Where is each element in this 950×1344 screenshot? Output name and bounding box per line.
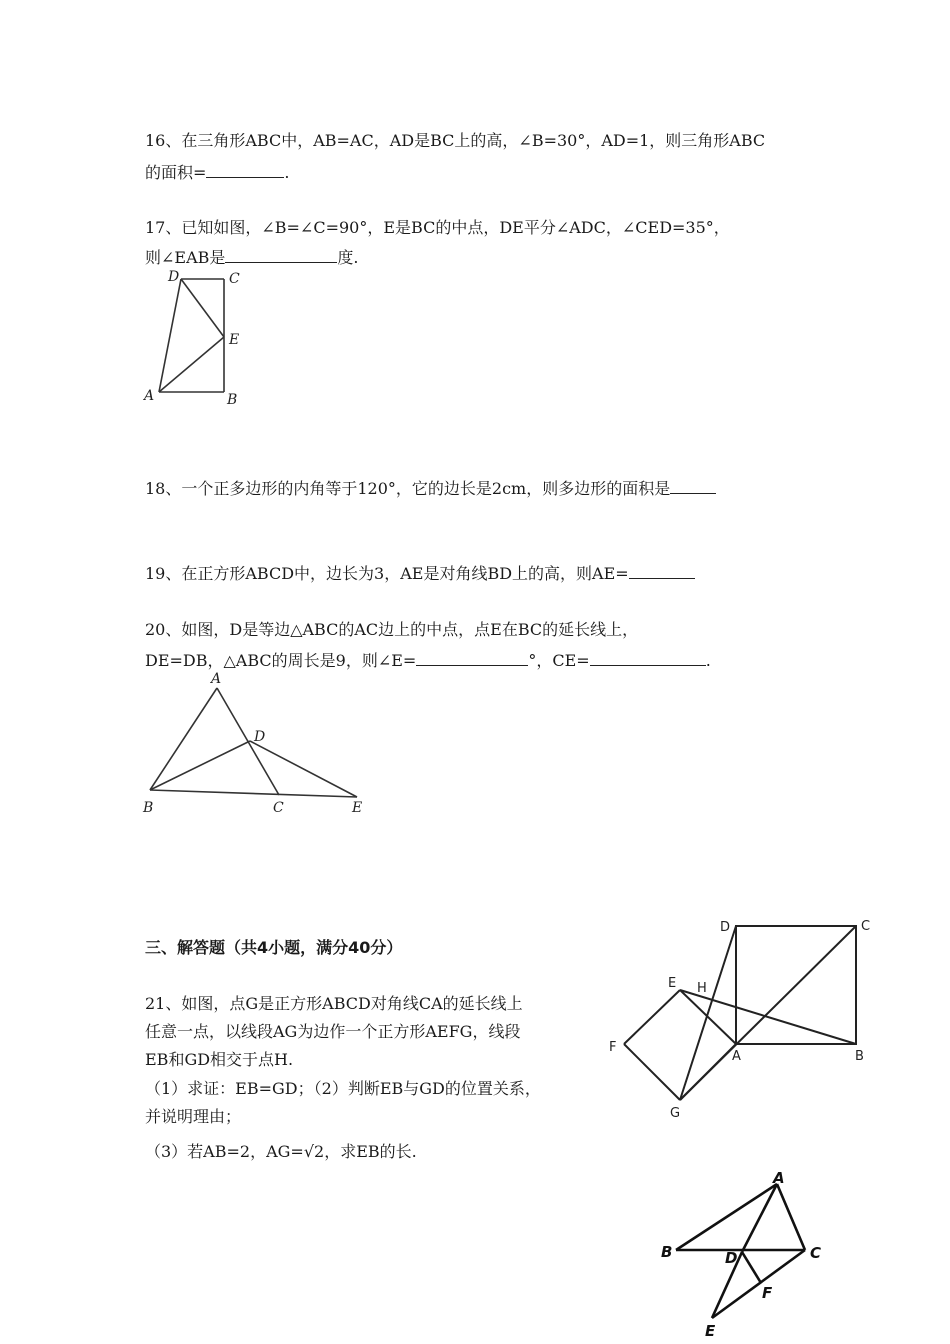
q21-line5: 并说明理由； <box>145 1107 242 1126</box>
q16-end: . <box>284 163 290 182</box>
fig21-segment-GD <box>680 926 736 1100</box>
figlast-label-A: A <box>773 1169 785 1187</box>
q18-text: 18、一个正多边形的内角等于120°，它的边长是2cm，则多边形的面积是 <box>145 479 671 498</box>
fig17-segment-AD <box>159 279 181 392</box>
fig20-label-B: B <box>143 800 154 816</box>
q20-end: . <box>705 651 711 670</box>
figlast-segment-AC <box>777 1184 805 1250</box>
figlast-label-B: B <box>661 1243 673 1261</box>
fig17-label-D: D <box>168 269 180 285</box>
fig20-label-C: C <box>273 800 284 816</box>
fig21-segment-FG <box>624 1044 680 1100</box>
fig17-label-A: A <box>144 388 155 404</box>
fig-last <box>676 1184 805 1318</box>
fig17-segment-DE <box>181 279 224 337</box>
fig21-label-E: E <box>668 976 677 991</box>
fig17-label-C: C <box>229 271 240 287</box>
fig20-segment-BD <box>150 741 250 790</box>
q21-line6a: （3）若AB=2，AG= <box>145 1142 304 1161</box>
q21-line6b: ，求EB的长. <box>324 1142 417 1161</box>
q21-line4: （1）求证：EB=GD；（2）判断EB与GD的位置关系， <box>145 1079 541 1098</box>
q17-line2-text: 则∠EAB是 <box>145 248 226 267</box>
fig21-segment-GC <box>680 926 856 1100</box>
figlast-segment-BA <box>676 1184 777 1250</box>
q19-text: 19、在正方形ABCD中，边长为3，AE是对角线BD上的高，则AE= <box>145 564 629 583</box>
figlast-label-F: F <box>762 1284 773 1302</box>
fig21-label-C: C <box>861 919 871 934</box>
figlast-label-E: E <box>705 1322 716 1340</box>
sqrt2: √2 <box>303 1142 325 1161</box>
fig-q17 <box>159 279 224 392</box>
fig17-label-E: E <box>229 332 240 348</box>
section-heading: 三、解答题（共4小题，满分40分） <box>145 938 403 957</box>
q20-line1: 20、如图，D是等边△ABC的AC边上的中点，点E在BC的延长线上， <box>145 620 639 639</box>
fig20-segment-BE <box>150 790 357 797</box>
figlast-label-C: C <box>810 1244 822 1262</box>
q21-line1: 21、如图，点G是正方形ABCD对角线CA的延长线上 <box>145 994 523 1013</box>
fig-q21 <box>624 926 856 1100</box>
figlast-segment-DF <box>742 1252 761 1283</box>
q20-line2b: °，CE= <box>528 651 590 670</box>
fig21-label-H: H <box>697 981 707 996</box>
fig21-label-D: D <box>720 920 731 935</box>
fig21-label-B: B <box>855 1049 864 1064</box>
fig21-label-G: G <box>670 1106 681 1121</box>
figlast-label-D: D <box>725 1249 738 1267</box>
fig20-label-E: E <box>352 800 363 816</box>
q17-line1: 17、已知如图，∠B=∠C=90°，E是BC的中点，DE平分∠ADC，∠CED=35°， <box>145 218 730 237</box>
fig21-label-F: F <box>609 1040 617 1055</box>
q17-end: 度. <box>337 248 359 267</box>
fig20-label-A: A <box>211 671 222 687</box>
q21-line2: 任意一点，以线段AG为边作一个正方形AEFG，线段 <box>145 1022 521 1041</box>
fig17-label-B: B <box>227 392 238 408</box>
q16-line2-text: 的面积= <box>145 163 207 182</box>
fig20-segment-AB <box>150 688 217 790</box>
q21-line3: EB和GD相交于点H. <box>145 1050 294 1069</box>
q16-line1: 16、在三角形ABC中，AB=AC，AD是BC上的高，∠B=30°，AD=1，则三角形ABC <box>145 131 766 150</box>
fig20-segment-DE <box>250 741 357 797</box>
fig21-label-A: A <box>732 1049 741 1064</box>
fig20-label-D: D <box>254 729 266 745</box>
q20-line2a: DE=DB，△ABC的周长是9，则∠E= <box>145 651 417 670</box>
fig21-segment-EF <box>624 990 680 1044</box>
